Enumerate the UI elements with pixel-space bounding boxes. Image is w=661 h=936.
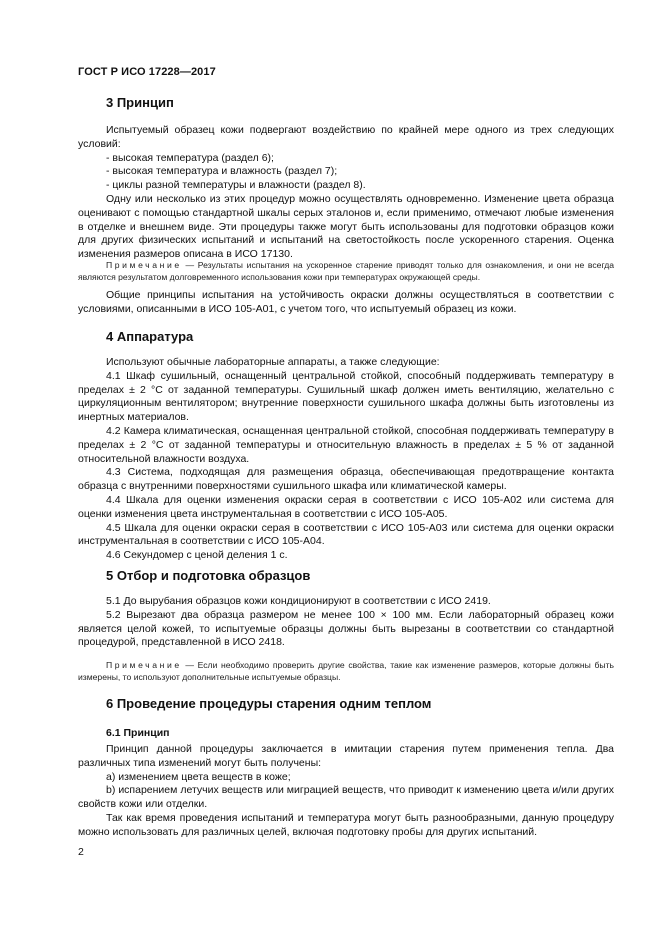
- list-item: b) испарением летучих веществ или миграцией веществ, что приводит к изменению цвета и/или других свойств кожи или отделки.: [78, 784, 614, 811]
- list-item: 4.6 Секундомер с ценой деления 1 с.: [106, 549, 288, 562]
- section-3-body: [78, 124, 614, 262]
- list-item: 4.2 Камера климатическая, оснащенная центральной стойкой, способная поддерживать температуру в пределах ± 2 °С от заданной температуры и относительную влажность в пределах ± 5 % от заданной относительной влажности воздуха.: [78, 424, 614, 465]
- subsection-6-1-heading: 6.1 Принцип: [106, 727, 170, 739]
- note-label: Примечание: [106, 660, 182, 670]
- list-item: 5.2 Вырезают два образца размером не менее 100 × 100 мм. Если лабораторный образец кожи является целой кожей, то испытуемые образцы должны быть вырезаны в соответствии со стандартной процедурой, представленной в ИСО 2418.: [78, 608, 614, 649]
- list-item: 4.4 Шкала для оценки изменения окраски серая в соответствии с ИСО 105-А02 или система для оценки изменения цвета инструментальная в соответствии с ИСО 105-А05.: [78, 493, 614, 520]
- page-number: 2: [78, 846, 84, 858]
- section-6-paragraph: Так как время проведения испытаний и температура могут быть разнообразными, данную процедуру можно использовать для различных целей, включая подготовку пробы для других испытаний.: [78, 811, 614, 838]
- document-header: ГОСТ Р ИСО 17228—2017: [78, 66, 216, 78]
- section-3-paragraph: Одну или несколько из этих процедур можно осуществлять одновременно. Изменение цвета образца оценивают с помощью стандартной шкалы серых эталонов и, если применимо, отмечают любые изменения в отделке и внешнем виде. Эти процедуры также могут быть использованы для подготовки образцов кожи для других физических испытаний и испытаний на светостойкость после ускоренного старения. Оценка изменения размеров описана в ИСО 17130.: [78, 192, 614, 261]
- section-6-paragraph: Принцип данной процедуры заключается в имитации старения путем применения тепла. Два различных типа изменений могут быть получены:: [78, 743, 614, 769]
- section-3-heading: 3 Принцип: [106, 95, 174, 110]
- section-4-body: [78, 356, 614, 563]
- section-5-body: [78, 595, 614, 650]
- list-item: 4.5 Шкала для оценки окраски серая в соответствии с ИСО 105-А03 или система для оценки окраски инструментальная в соответствии с ИСО 105-А04.: [78, 521, 614, 548]
- section-6-body: [78, 743, 614, 840]
- list-item: a) изменением цвета веществ в коже;: [106, 770, 291, 783]
- subsection-6-1-heading-block: [78, 727, 614, 739]
- list-item: - высокая температура и влажность (раздел 7);: [106, 165, 338, 178]
- section-4-intro: Используют обычные лабораторные аппараты, а также следующие:: [106, 356, 440, 368]
- section-3-closing: [78, 289, 614, 317]
- list-item: 4.1 Шкаф сушильный, оснащенный центральной стойкой, способный поддерживать температуру в пределах ± 2 °С от заданной температуры. Сушильный шкаф должен иметь вентиляцию, желательно с циркуляционным вентилятором; внутренние поверхности сушильного шкафа должны быть изготовлены из инертных материалов.: [78, 369, 614, 424]
- section-3-paragraph: Испытуемый образец кожи подвергают воздействию по крайней мере одного из трех следующих условий:: [78, 124, 614, 150]
- list-item: 4.3 Система, подходящая для размещения образца, обеспечивающая предотвращение контакта образца с внутренними поверхностями сушильного шкафа или климатической камеры.: [78, 466, 614, 493]
- note-label: Примечание: [106, 260, 182, 270]
- section-4-heading: 4 Аппаратура: [106, 329, 194, 344]
- list-item: 5.1 До вырубания образцов кожи кондиционируют в соответствии с ИСО 2419.: [106, 595, 491, 607]
- section-3-heading-block: [78, 95, 614, 110]
- section-4-heading-block: [78, 329, 614, 344]
- section-5-note: [78, 659, 614, 684]
- list-item: - высокая температура (раздел 6);: [106, 151, 274, 164]
- section-3-note: [78, 259, 614, 284]
- section-5-heading-block: [78, 568, 614, 583]
- note-text: — Результаты испытания на ускоренное старение приводят только для ознакомления, и они не всегда являются результатом долговременного использования кожи при температурах окружающей среды.: [78, 260, 614, 283]
- section-3-paragraph: Общие принципы испытания на устойчивость окраски должны осуществляться в соответствии с условиями, описанными в ИСО 105-А01, с учетом того, что испытуемый образец из кожи.: [78, 289, 614, 315]
- note-text: — Если необходимо проверить другие свойства, такие как изменение размеров, которые должны быть измерены, то используют дополнительные испытуемые образцы.: [78, 660, 614, 683]
- section-5-heading: 5 Отбор и подготовка образцов: [106, 568, 311, 583]
- section-6-heading: 6 Проведение процедуры старения одним теплом: [106, 696, 432, 711]
- section-6-heading-block: [78, 696, 614, 711]
- list-item: - циклы разной температуры и влажности (раздел 8).: [106, 179, 366, 192]
